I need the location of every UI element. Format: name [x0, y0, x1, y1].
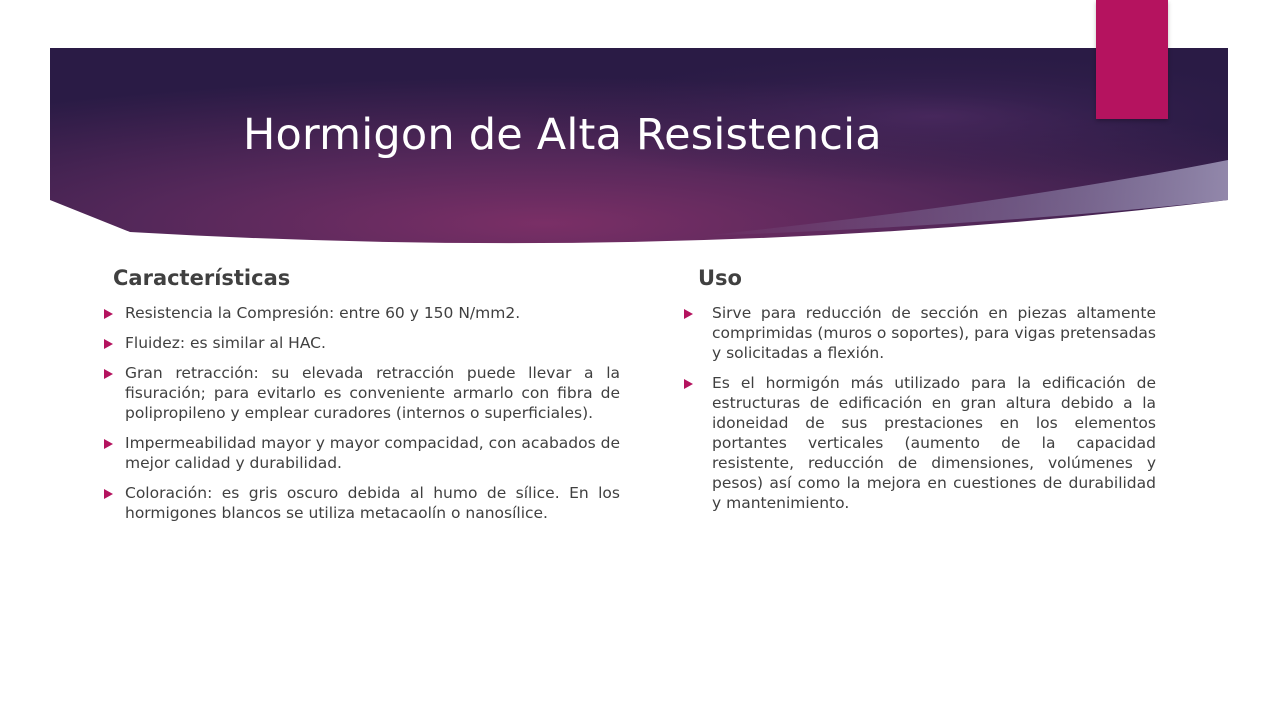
triangle-right-icon — [104, 369, 113, 379]
uses-heading: Uso — [698, 266, 742, 290]
characteristics-heading: Características — [113, 266, 291, 290]
list-item — [104, 363, 620, 423]
list-item — [698, 303, 1156, 363]
uses-column — [684, 262, 1156, 523]
characteristics-list — [104, 303, 620, 523]
list-item — [698, 373, 1156, 513]
list-item-text: Coloración: es gris oscuro debida al humo de sílice. En los hormigones blancos se utiliza metacaolín o nanosílice. — [125, 484, 620, 522]
list-item — [104, 433, 620, 473]
triangle-right-icon — [104, 439, 113, 449]
list-item-text: Sirve para reducción de sección en piezas altamente comprimidas (muros o soportes), para vigas pretensadas y solicitadas a flexión. — [712, 304, 1156, 362]
characteristics-column — [104, 262, 620, 533]
list-item — [104, 333, 620, 353]
uses-list — [698, 303, 1156, 513]
triangle-right-icon — [104, 339, 113, 349]
list-item — [104, 303, 620, 323]
list-item — [104, 483, 620, 523]
triangle-right-icon — [104, 489, 113, 499]
triangle-right-icon — [684, 379, 693, 389]
list-item-text: Resistencia la Compresión: entre 60 y 150 N/mm2. — [125, 304, 521, 322]
list-item-text: Gran retracción: su elevada retracción puede llevar a la fisuración; para evitarlo es conveniente armarlo con fibra de polipropileno y emplear curadores (internos o superficiales). — [125, 364, 620, 422]
accent-tab — [1096, 0, 1168, 119]
triangle-right-icon — [104, 309, 113, 319]
triangle-right-icon — [684, 309, 693, 319]
list-item-text: Fluidez: es similar al HAC. — [125, 334, 326, 352]
slide-title: Hormigon de Alta Resistencia — [243, 110, 882, 160]
list-item-text: Impermeabilidad mayor y mayor compacidad, con acabados de mejor calidad y durabilidad. — [125, 434, 620, 472]
list-item-text: Es el hormigón más utilizado para la edificación de estructuras de edificación en gran altura debido a la idoneidad de sus prestaciones en los elementos portantes verticales (aumento de la capacidad resistente, reducción de dimensiones, volúmenes y pesos) así como la mejora en cuestiones de durabilidad y mantenimiento. — [712, 374, 1156, 512]
